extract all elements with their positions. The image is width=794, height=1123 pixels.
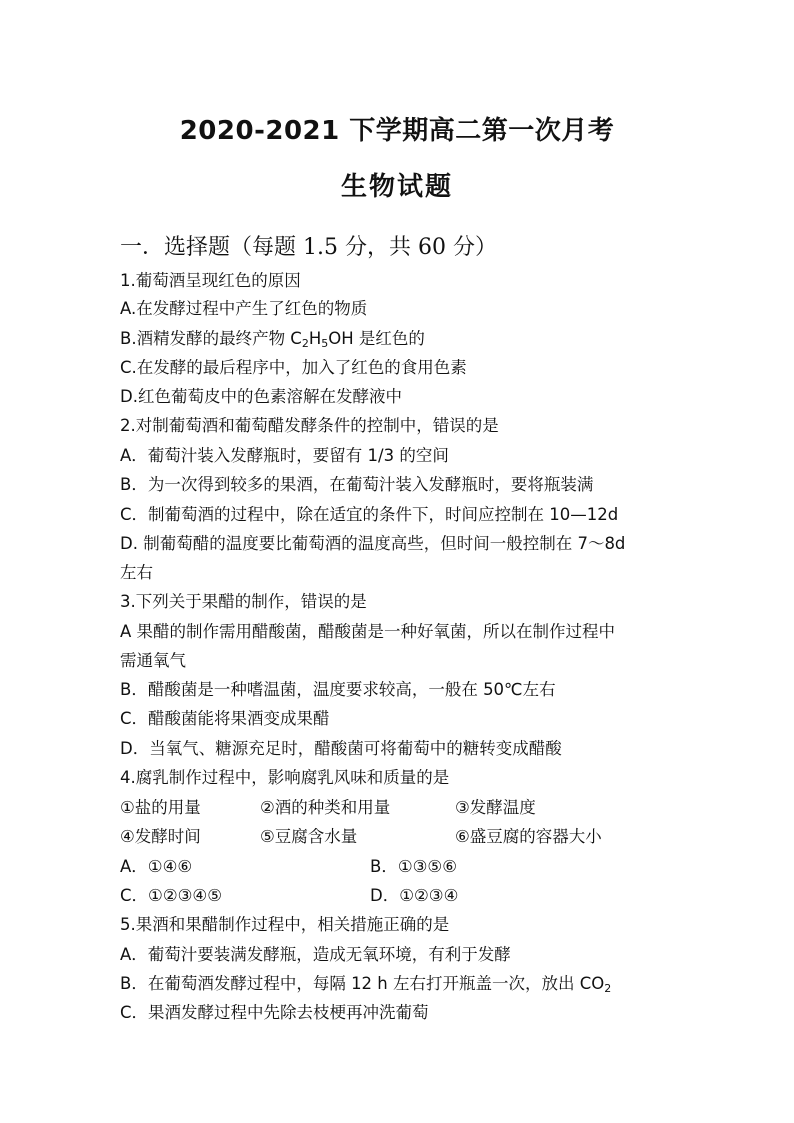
exam-subject: 生物试题 [340,172,453,202]
exam-title: 2020-2021 下学期高二第一次月考 [179,116,615,146]
question-2-option-a: A．葡萄汁装入发酵瓶时，要留有 1/3 的空间 [120,446,449,465]
question-4-option-c: C．①②③④⑤ [120,886,222,905]
question-1-option-c: C.在发酵的最后程序中，加入了红色的食用色素 [120,358,467,377]
question-3-option-a-line1: A 果醋的制作需用醋酸菌，醋酸菌是一种好氧菌，所以在制作过程中 [120,622,616,641]
question-3-option-c: C．醋酸菌能将果酒变成果醋 [120,709,330,728]
question-1-stem: 1.葡萄酒呈现红色的原因 [120,271,301,290]
question-4-item-4: ④发酵时间 [120,827,201,846]
q1-b-text-mid: H [308,329,322,348]
q5-b-text: B．在葡萄酒发酵过程中，每隔 12 h 左右打开瓶盖一次，放出 CO [120,974,605,993]
question-4-item-1: ①盐的用量 [120,798,201,817]
question-4-option-b: B．①③⑤⑥ [370,857,457,876]
q1-b-subscript-1: 2 [301,337,309,350]
q5-b-subscript: 2 [604,982,612,995]
question-4-stem: 4.腐乳制作过程中，影响腐乳风味和质量的是 [120,768,450,787]
section-heading: 一．选择题（每题 1.5 分，共 60 分） [120,235,497,260]
question-5-stem: 5.果酒和果醋制作过程中，相关措施正确的是 [120,915,450,934]
question-4-item-6: ⑥盛豆腐的容器大小 [455,827,602,846]
question-4-option-d: D．①②③④ [370,886,459,905]
question-2-option-b: B．为一次得到较多的果酒，在葡萄汁装入发酵瓶时，要将瓶装满 [120,475,594,494]
question-3-stem: 3.下列关于果醋的制作，错误的是 [120,592,367,611]
question-3-option-d: D．当氧气、糖源充足时，醋酸菌可将葡萄中的糖转变成醋酸 [120,739,562,758]
q1-b-subscript-2: 5 [321,337,329,350]
question-1-option-d: D.红色葡萄皮中的色素溶解在发酵液中 [120,387,402,406]
question-1-option-a: A.在发酵过程中产生了红色的物质 [120,299,368,318]
question-4-item-3: ③发酵温度 [455,798,536,817]
q1-b-text-end: OH 是红色的 [328,329,425,348]
question-2-option-d-line2: 左右 [120,563,153,582]
question-1-option-b [120,328,425,350]
question-3-option-a-line2: 需通氧气 [120,651,186,670]
question-3-option-b: B．醋酸菌是一种嗜温菌，温度要求较高，一般在 50℃左右 [120,680,556,699]
question-4-option-a: A．①④⑥ [120,857,193,876]
q1-b-text: B.酒精发酵的最终产物 C [120,329,302,348]
question-2-option-c: C．制葡萄酒的过程中，除在适宜的条件下，时间应控制在 10—12d [120,505,619,524]
question-4-item-5: ⑤豆腐含水量 [260,827,358,846]
question-5-option-b [120,973,611,995]
question-5-option-c: C．果酒发酵过程中先除去枝梗再冲洗葡萄 [120,1003,429,1022]
question-2-option-d-line1: D. 制葡萄醋的温度要比葡萄酒的温度高些，但时间一般控制在 7～8d [120,534,626,553]
question-5-option-a: A．葡萄汁要装满发酵瓶，造成无氧环境，有利于发酵 [120,945,511,964]
question-4-item-2: ②酒的种类和用量 [260,798,391,817]
question-2-stem: 2.对制葡萄酒和葡萄醋发酵条件的控制中，错误的是 [120,416,499,435]
